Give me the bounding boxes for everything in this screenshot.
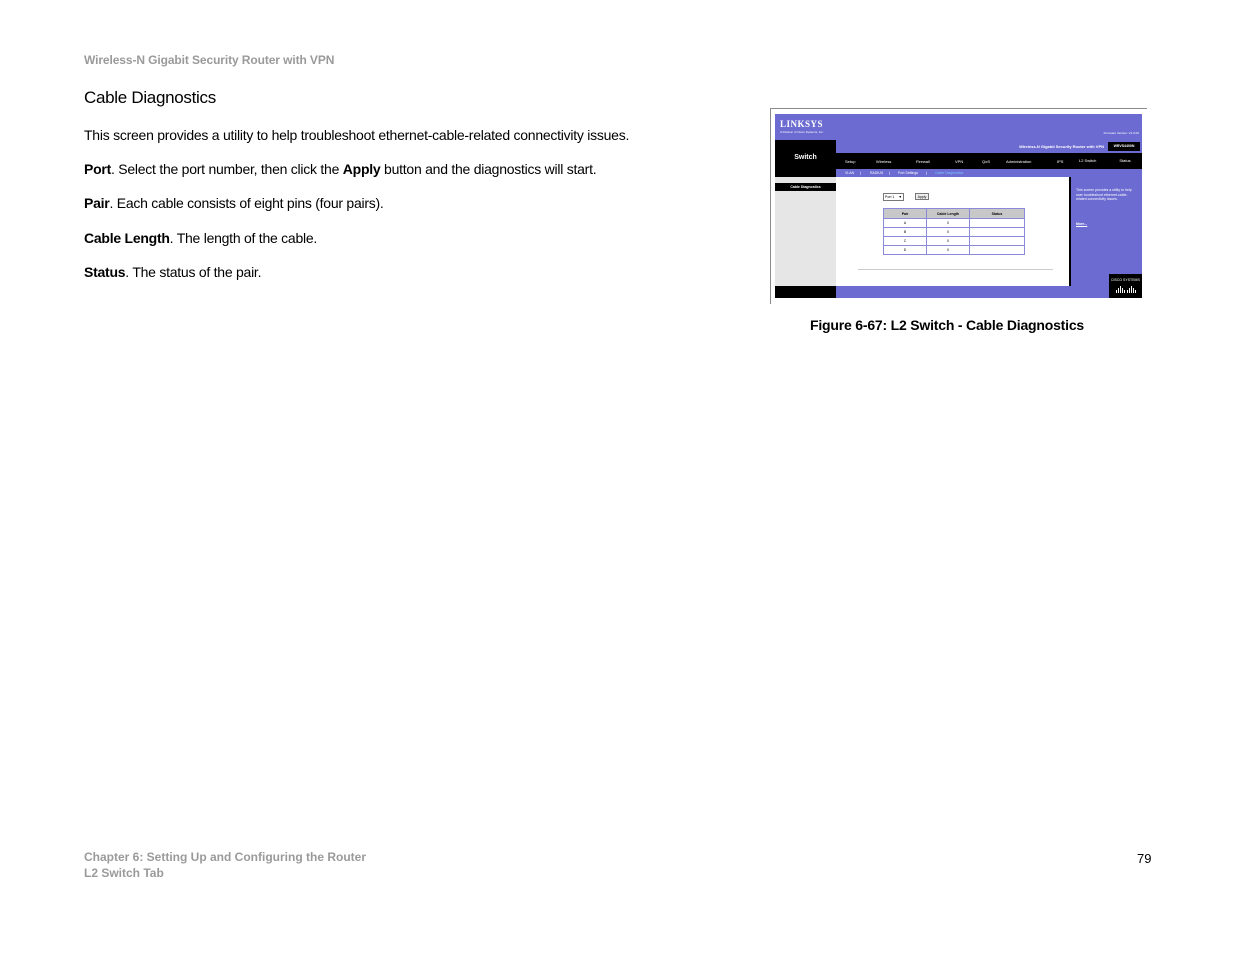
- apply-button[interactable]: Apply: [915, 193, 929, 200]
- term-apply: Apply: [342, 161, 381, 177]
- cell-length: 0: [927, 246, 970, 255]
- cell-pair: B: [884, 228, 927, 237]
- cell-pair: D: [884, 246, 927, 255]
- port-select[interactable]: [883, 193, 904, 201]
- table-row: [884, 228, 1025, 237]
- left-panel-title: Cable Diagnostics: [775, 183, 836, 191]
- cable-length-description: [84, 230, 317, 246]
- cell-status: [970, 219, 1025, 228]
- bottom-bar-mid: [836, 286, 1071, 298]
- product-name: Wireless-N Gigabit Security Router with VPN: [1019, 144, 1104, 149]
- table-row: [884, 219, 1025, 228]
- tab-ips[interactable]: IPS: [1057, 159, 1064, 164]
- tab-l2-switch[interactable]: L2 Switch: [1075, 155, 1100, 167]
- section-label: Switch: [794, 154, 817, 161]
- cell-length: 0: [927, 237, 970, 246]
- subtab-separator: |: [926, 170, 928, 175]
- table-row: [884, 246, 1025, 255]
- section-title: Cable Diagnostics: [84, 88, 216, 107]
- linksys-logo: LINKSYS: [780, 119, 824, 129]
- cell-status: [970, 237, 1025, 246]
- figure-caption: Figure 6-67: L2 Switch - Cable Diagnostics: [810, 317, 1084, 333]
- section-label-block: [775, 140, 836, 177]
- port-text-b: button and the diagnostics will start.: [380, 161, 597, 177]
- tab-vpn[interactable]: VPN: [955, 159, 964, 164]
- status-text: . The status of the pair.: [125, 264, 262, 280]
- help-panel: [1071, 177, 1142, 298]
- screenshot-top-bar: [775, 114, 1142, 140]
- tab-qos[interactable]: QoS: [982, 159, 991, 164]
- cisco-label: CISCO SYSTEMS: [1111, 278, 1140, 282]
- diagnostics-table: [883, 208, 1025, 255]
- subtab-radius[interactable]: RADIUS: [870, 170, 884, 175]
- model-badge: WRVS4400N: [1108, 142, 1140, 151]
- figure-screenshot: [775, 114, 1142, 298]
- cell-pair: C: [884, 237, 927, 246]
- help-text: This screen provides a utility to help user troubleshoot ethernet-cable-related connectivity issues.: [1076, 188, 1132, 201]
- main-tab-bar: [836, 153, 1142, 169]
- term-cable-length: Cable Length: [84, 230, 170, 246]
- header-pair: Pair: [884, 209, 927, 219]
- status-description: [84, 264, 261, 280]
- bottom-bar-left: [775, 286, 836, 298]
- term-pair: Pair: [84, 195, 110, 211]
- cisco-block: [1109, 274, 1142, 298]
- pair-text: . Each cable consists of eight pins (four pairs).: [109, 195, 384, 211]
- product-bar: [836, 140, 1142, 153]
- sub-tab-bar: [836, 169, 1142, 177]
- page-number: 79: [1137, 851, 1152, 866]
- firmware-version: Firmware Version: V1.0.00: [1103, 131, 1139, 135]
- port-description: [84, 161, 596, 177]
- chevron-down-icon: ▼: [898, 195, 902, 199]
- cell-status: [970, 228, 1025, 237]
- subtab-separator: |: [889, 170, 891, 175]
- cable-length-text: . The length of the cable.: [169, 230, 318, 246]
- subtab-separator: |: [860, 170, 862, 175]
- port-text-a: . Select the port number, then click the: [111, 161, 343, 177]
- term-status: Status: [84, 264, 126, 280]
- running-head: Wireless-N Gigabit Security Router with VPN: [84, 53, 335, 67]
- header-cable-length: Cable Length: [927, 209, 970, 219]
- tab-administration[interactable]: Administration: [1006, 159, 1032, 164]
- cell-length: 0: [927, 228, 970, 237]
- tab-setup[interactable]: Setup: [845, 159, 856, 164]
- subtab-port-settings[interactable]: Port Settings: [898, 170, 919, 175]
- tab-status[interactable]: Status: [1108, 155, 1142, 167]
- tab-wireless[interactable]: Wireless: [876, 159, 892, 164]
- term-port: Port: [84, 161, 111, 177]
- subtab-cable-diagnostics[interactable]: Cable Diagnostics: [935, 170, 964, 175]
- tab-firewall[interactable]: Firewall: [916, 159, 930, 164]
- footer-chapter: Chapter 6: Setting Up and Configuring the Router: [84, 850, 366, 864]
- content-area: [836, 177, 1070, 286]
- table-row: [884, 237, 1025, 246]
- intro-paragraph: This screen provides a utility to help troubleshoot ethernet-cable-related connectivity issues.: [84, 127, 630, 143]
- footer-tab: L2 Switch Tab: [84, 866, 164, 880]
- cell-status: [970, 246, 1025, 255]
- cell-pair: A: [884, 219, 927, 228]
- left-panel: [775, 177, 836, 286]
- cell-length: 0: [927, 219, 970, 228]
- logo-subtitle: A Division of Cisco Systems, Inc.: [780, 130, 824, 134]
- subtab-vlan[interactable]: VLAN: [845, 170, 855, 175]
- port-select-value: Port 1: [885, 195, 895, 199]
- cisco-bridge-icon: [1115, 284, 1137, 294]
- pair-description: [84, 195, 384, 211]
- header-status: Status: [970, 209, 1025, 219]
- content-divider: [858, 269, 1053, 270]
- help-more-link[interactable]: More...: [1076, 222, 1088, 226]
